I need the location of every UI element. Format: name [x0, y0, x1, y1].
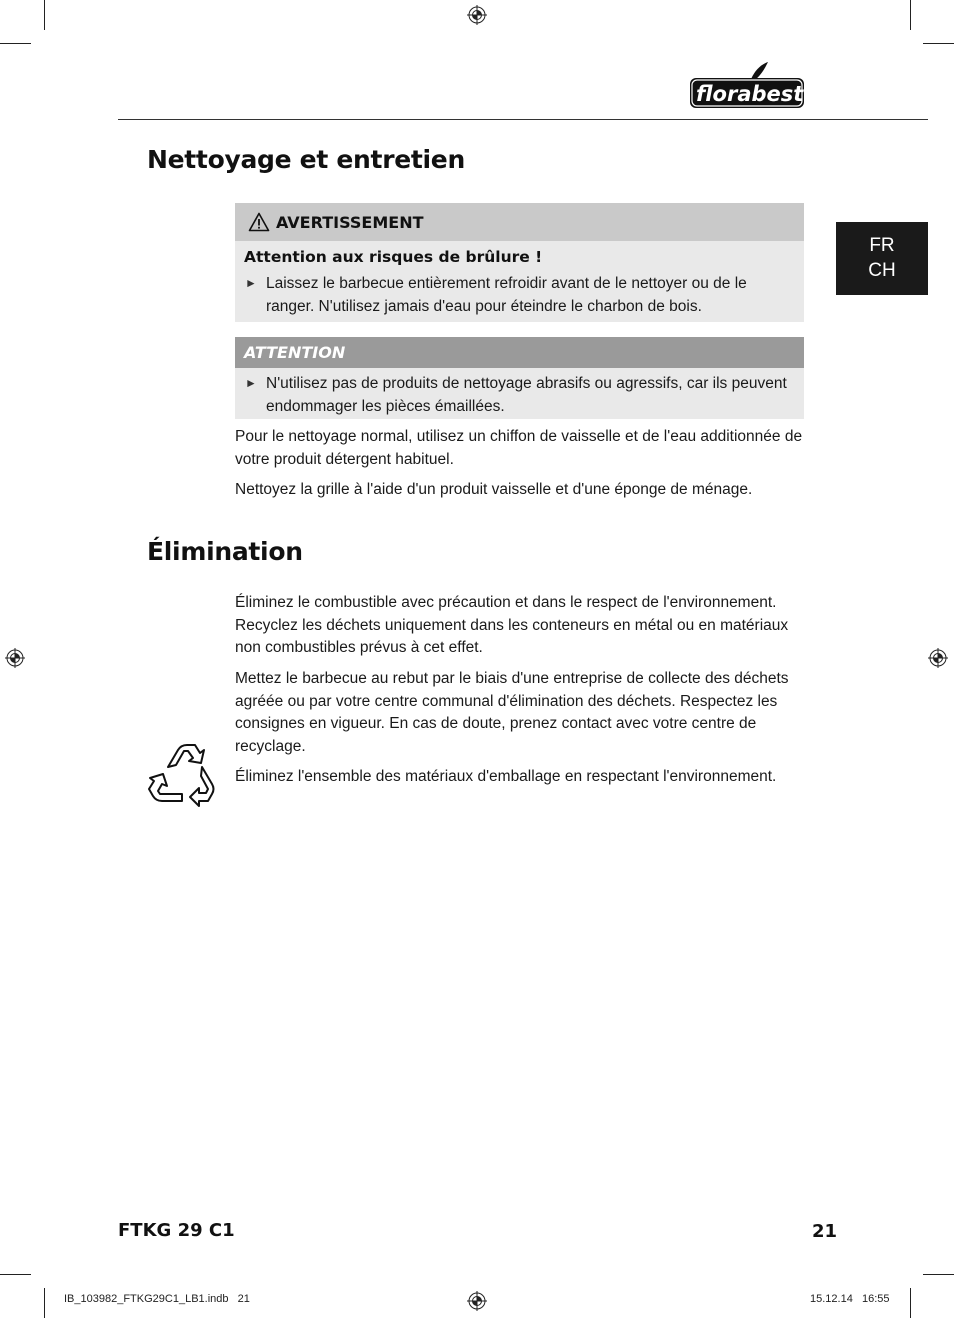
crop-mark [910, 1288, 911, 1318]
language-code: FR [869, 235, 895, 256]
body-paragraph: Pour le nettoyage normal, utilisez un chiffon de vaisselle et de l'eau additionnée de votre produit détergent habituel. [235, 428, 803, 468]
attention-item-text: N'utilisez pas de produits de nettoyage abrasifs ou agressifs, car ils peuvent endommager les pièces émaillées. [266, 375, 787, 415]
crop-mark [910, 0, 911, 30]
attention-heading: ATTENTION [244, 343, 346, 362]
warning-box [235, 203, 804, 322]
warning-item [235, 272, 804, 318]
registration-mark-icon [928, 648, 948, 668]
section-title-cleaning: Nettoyage et entretien [147, 145, 465, 174]
attention-box-header [235, 337, 804, 368]
language-tab [836, 222, 928, 295]
crop-mark [0, 1274, 31, 1275]
warning-item-text: Laissez le barbecue entièrement refroidir avant de le nettoyer ou de le ranger. N'utilisez jamais d'eau pour éteindre le charbon de bois. [266, 275, 747, 315]
bullet-arrow-icon: ► [245, 276, 257, 290]
body-paragraph: Nettoyez la grille à l'aide d'un produit vaisselle et d'une éponge de ménage. [235, 481, 753, 498]
brand-logo-text: florabest [696, 82, 804, 106]
attention-item [235, 372, 804, 418]
warning-heading: AVERTISSEMENT [276, 212, 424, 232]
page-number: 21 [812, 1221, 838, 1242]
body-paragraph: Éliminez le combustible avec précaution et dans le respect de l'environnement. Recyclez les déchets uniquement dans les conteneurs en métal ou en matériaux non combustibles prévus à cet effet. [235, 594, 789, 656]
registration-mark-icon [5, 648, 25, 668]
print-date-slug: 15.12.14 16:55 [810, 1293, 890, 1305]
warning-box-header [235, 203, 804, 241]
crop-mark [923, 43, 954, 44]
crop-mark [0, 43, 31, 44]
print-file-slug: IB_103982_FTKG29C1_LB1.indb 21 [64, 1293, 250, 1305]
crop-mark [44, 0, 45, 30]
attention-box [235, 337, 804, 419]
warning-subheading: Attention aux risques de brûlure ! [244, 248, 543, 266]
recycle-icon [146, 737, 222, 809]
footer-model: FTKG 29 C1 [118, 1220, 235, 1241]
registration-mark-icon [467, 5, 487, 25]
registration-mark-icon [467, 1291, 487, 1311]
florabest-logo [688, 60, 806, 110]
crop-mark [923, 1274, 954, 1275]
body-paragraph: Mettez le barbecue au rebut par le biais d'une entreprise de collecte des déchets agréée ou par votre centre communal d'élimination des déchets. Respectez les consignes en vigueur. En cas de doute, prenez contact avec votre centre de recyclage. [235, 670, 789, 755]
header-rule [118, 119, 928, 120]
warning-triangle-icon [248, 212, 270, 232]
crop-mark [44, 1288, 45, 1318]
body-paragraph: Éliminez l'ensemble des matériaux d'emballage en respectant l'environnement. [235, 768, 777, 785]
bullet-arrow-icon: ► [245, 376, 257, 390]
language-code: CH [868, 260, 896, 281]
section-title-disposal: Élimination [147, 537, 303, 566]
